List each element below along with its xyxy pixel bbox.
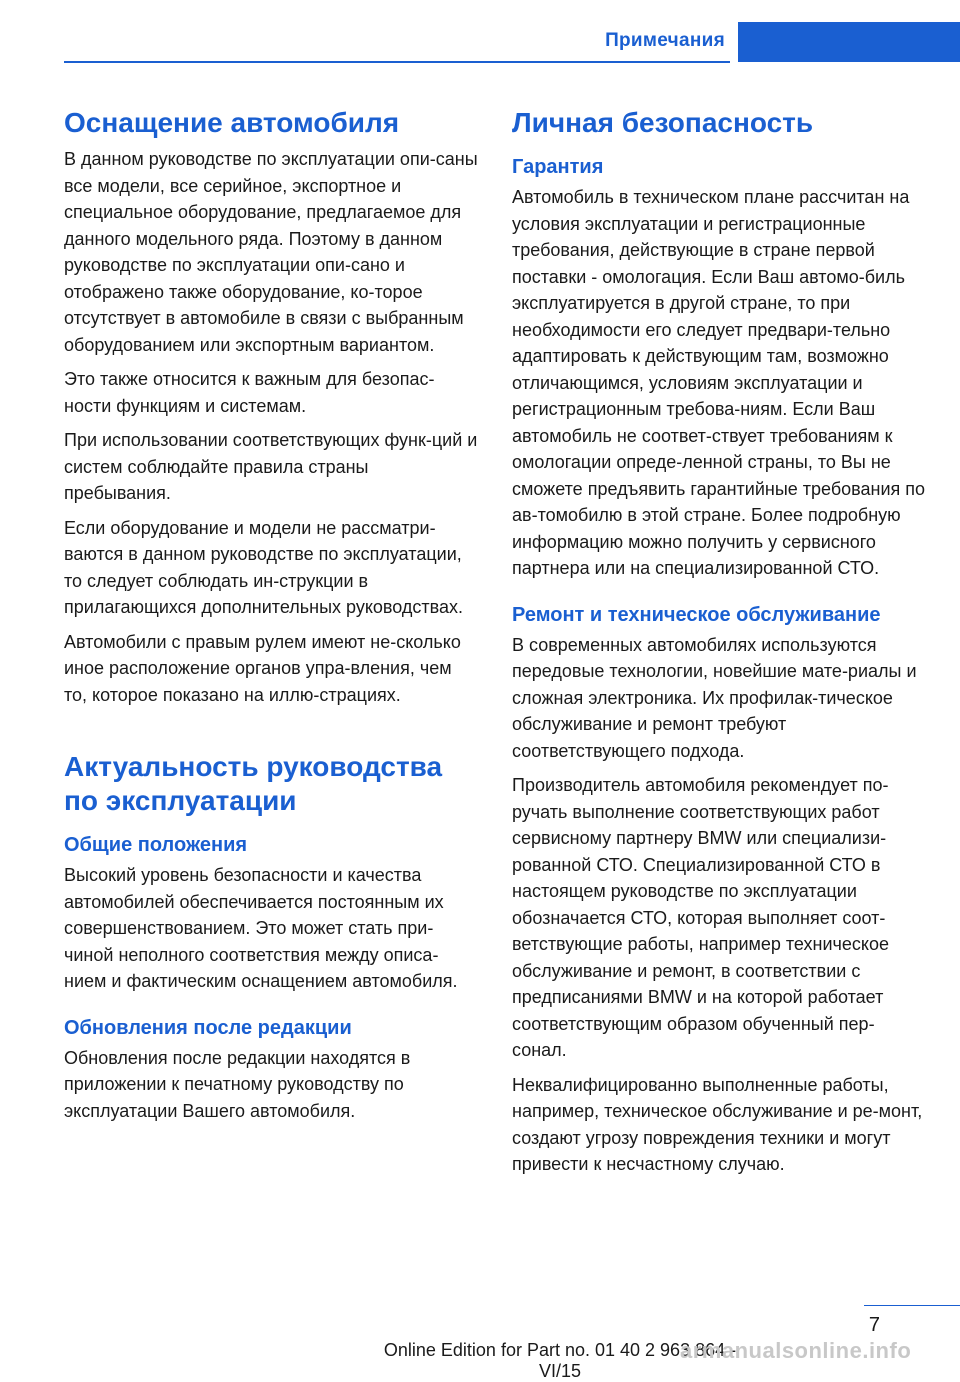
heading-equipment: Оснащение автомобиля bbox=[64, 107, 400, 138]
paragraph-equipment-1: В данном руководстве по эксплуатации опи-саны все модели, все серийное, экспортное и специальное оборудование, предлагаемое для данного модельного ряда. Поэтому в данном руководстве по эксплуатации опи-сано и отображено также оборудование, ко-торое отсутствует в автомобиле в связи с выбранным оборудованием или экспортным вариантом. bbox=[64, 149, 478, 355]
paragraph-equipment-3: При использовании соответствующих функ-ций и систем соблюдайте правила страны пребывания. bbox=[64, 430, 478, 503]
subheading-updates: Обновления после редакции bbox=[64, 1016, 352, 1039]
paragraph-equipment-2: Это также относится к важным для безопас-ности функциям и системам. bbox=[64, 369, 435, 416]
heading-manual-actuality: Актуальность руководства по эксплуатации bbox=[64, 751, 443, 816]
subheading-general: Общие положения bbox=[64, 834, 248, 856]
page-number: 7 bbox=[868, 1314, 880, 1336]
footer-edition-line: Online Edition for Part no. 01 40 2 963 864 - VI/15 bbox=[383, 1340, 737, 1381]
left-column bbox=[64, 106, 478, 1132]
paragraph-warranty: Автомобиль в техническом плане рассчитан на условия эксплуатации и регистрационные требования, действующие в стране первой поставки - омологация. Если Ваш автомо-биль эксплуатируется в другой стране, то при необходимости его следует предвари-тельно адаптировать к действующим там, возможно отличающимся, условиям эксплуатации и регистрационным требова-ниям. Если Ваш автомобиль не соответ-ствует требованиям к омологации опреде-ленной страны, то Вы не сможете предъявить гарантийные требования по ав-томобилю в этой стране. Более подробную информацию можно получить у сервисного партнера или на специализированной СТО. bbox=[512, 187, 926, 578]
running-header-title: Примечания bbox=[605, 30, 725, 51]
right-column bbox=[512, 106, 926, 1186]
subheading-repair: Ремонт и техническое обслуживание bbox=[512, 603, 881, 626]
paragraph-general: Высокий уровень безопасности и качества автомобилей обеспечивается постоянным их совершенствованием. Это может стать при-чиной неполного соответствия между описа-нием и фактическим оснащением автомобиля. bbox=[64, 865, 458, 991]
watermark: armanualsonline.info bbox=[680, 1338, 912, 1363]
heading-personal-safety: Личная безопасность bbox=[512, 107, 814, 138]
footer-rule bbox=[864, 1305, 960, 1306]
header-rule bbox=[64, 61, 730, 63]
paragraph-repair-3: Неквалифицированно выполненные работы, например, техническое обслуживание и ре-монт, создают угрозу повреждения техники и могут привести к несчастному случаю. bbox=[512, 1074, 923, 1174]
header-accent-block bbox=[738, 22, 960, 62]
paragraph-equipment-4: Если оборудование и модели не рассматри-ваются в данном руководстве по эксплуатации, то следует соблюдать ин-струкции в прилагающихся дополнительных руководствах. bbox=[64, 517, 463, 617]
paragraph-updates: Обновления после редакции находятся в приложении к печатному руководству по эксплуатации Вашего автомобиля. bbox=[64, 1047, 411, 1121]
subheading-warranty: Гарантия bbox=[512, 156, 604, 178]
paragraph-equipment-5: Автомобили с правым рулем имеют не-сколько иное расположение органов упра-вления, чем то, которое показано на иллю-страциях. bbox=[64, 631, 461, 705]
paragraph-repair-1: В современных автомобилях используются передовые технологии, новейшие мате-риалы и сложная электроника. Их профилак-тическое обслуживание и ремонт требуют соответствующего подхода. bbox=[512, 634, 917, 761]
paragraph-repair-2: Производитель автомобиля рекомендует по-ручать выполнение соответствующих работ сервисному партнеру BMW или специализи-рованной СТО. Специализированной СТО в настоящем руководстве по эксплуатации обозначается СТО, которая выполняет соот-ветствующие работы, например техническое обслуживание и ремонт, в соответствии с предписаниями BMW и на которой работает соответствующим образом обученный пер-сонал. bbox=[512, 775, 890, 1060]
